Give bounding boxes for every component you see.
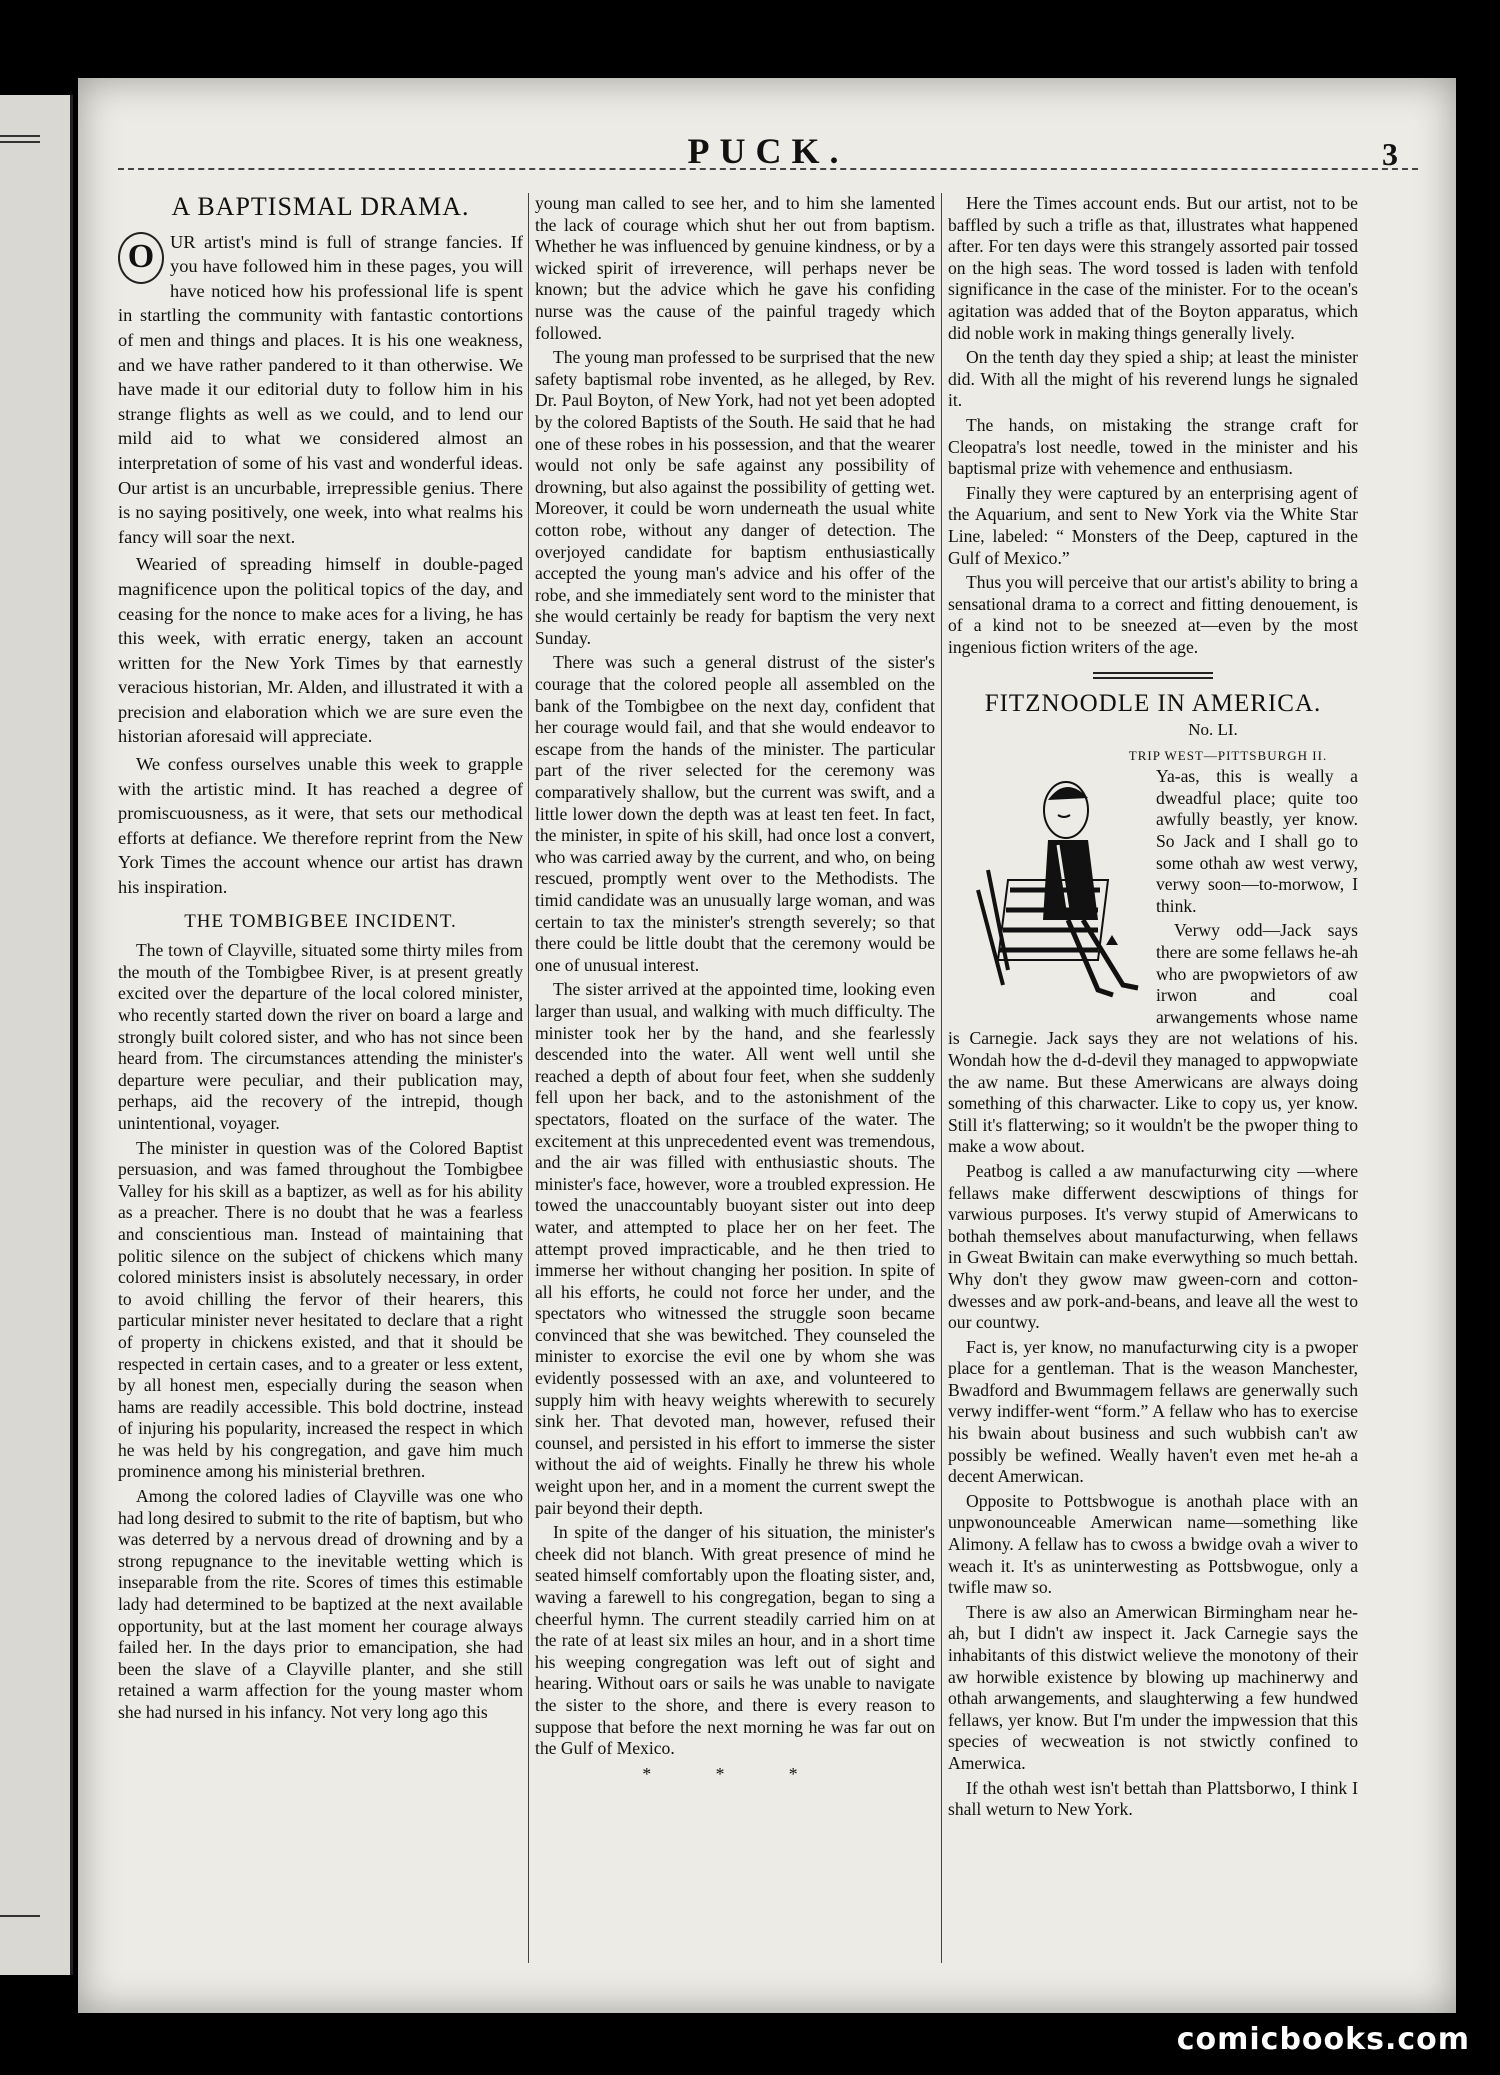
- article-paragraph: Fact is, yer know, no manufacturwing city is a pwoper place for a gentleman. That is the weason Manchester, Bwadford and Bwummagem fellaws are generwally such verwy indiffer-went “form.” A fellaw who has to exercise his bwain about business and such wubbish can't aw possibly be wefined. Weally haven't even met he-ah a decent Amerwican.: [948, 1336, 1358, 1487]
- article-paragraph: Thus you will perceive that our artist's ability to bring a sensational drama to a correct and fitting denouement, is of a kind not to be sneezed at—even by the most ingenious fiction writers of the age.: [948, 572, 1358, 657]
- article-paragraph: The young man professed to be surprised that the new safety baptismal robe invented, as he alleged, by Rev. Dr. Paul Boyton, of New York, had not yet been adopted by the colored Baptists of the South. He said that he had one of these robes in his possession, and that the wearer would not only be safe against any possibility of drowning, but also against the possibility of getting wet. Moreover, it could be worn underneath the usual white cotton robe, without any danger of detection. The overjoyed candidate for baptism enthusiastically accepted the young man's advice and his offer of the robe, and she immediately sent word to the minister that she would certainly be ready for baptism the very next Sunday.: [535, 347, 935, 648]
- article-paragraph: O UR artist's mind is full of strange fancies. If you have followed him in these pages, you will have noticed how his professional life is spent in startling the community with fantastic contortions of men and things and places. It is his one weakness, and we have rather pandered to it than otherwise. We have made it our editorial duty to follow him in his strange flights as well as we could, and to lend our mild aid to what we considered almost an interpretation of some of his vast and wonderful ideas. Our artist is an uncurbable, irrepressible genius. There is no saying positively, one week, into what realms his fancy will soar the next.: [118, 231, 523, 547]
- drop-cap: O: [118, 232, 164, 284]
- article-paragraph: On the tenth day they spied a ship; at least the minister did. With all the might of his reverend lungs he signaled it.: [948, 347, 1358, 411]
- page-number: 3: [1382, 136, 1398, 172]
- article-paragraph: Verwy odd—Jack says there are some fellaws he-ah who are pwopwietors of aw irwon and coal arwangements whose name is Carnegie. Jack says they are not welations of his. Wondah how the d-d-devil they managed to appwopwiate the aw name. But these Amerwicans are always doing something of this charwacter. Like to copy us, yer know. Still it's flatterwing; so it wouldn't be the pwoper thing to make a wow about.: [948, 920, 1358, 1157]
- section-divider: [1093, 672, 1213, 679]
- previous-page-edge: [0, 95, 73, 1975]
- column-1: [118, 193, 523, 1727]
- article-paragraph: If the othah west isn't bettah than Plattsborwo, I think I shall weturn to New York.: [948, 1777, 1358, 1820]
- newspaper-page: [78, 78, 1456, 2013]
- article-paragraph: The sister arrived at the appointed time, looking even larger than usual, and walking with much difficulty. The minister took her by the hand, and she fearlessly descended into the water. All went well until she reached a depth of about four feet, when she suddenly fell upon her back, and to the astonishment of the spectators, floated on the surface of the water. The excitement at this unprecedented event was tremendous, and the air was filled with enthusiastic shouts. The minister's face, however, wore a troubled expression. He towed the unaccountably buoyant sister out into deep water, and attempted to place her on her feet. The attempt proved impracticable, and he then tried to immerse her without changing her position. In spite of all his efforts, he could not force her under, and the spectators who witnessed the struggle soon became convinced that she was bewitched. They counseled the minister to exorcise the evil one by whom she was evidently possessed with an axe, and volunteered to supply him with heavy weights wherewith to securely sink her. That devoted man, however, refused their counsel, and persisted in his effort to immerse the sister without the aid of weights. Finally he threw his whole weight upon her, and in a moment the current swept the pair beyond their depth.: [535, 979, 935, 1518]
- article-heading: A BAPTISMAL DRAMA.: [171, 192, 470, 221]
- article-paragraph: Opposite to Pottsbwogue is anothah place with an unpwonounceable Amerwican name—something like Alimony. A fellaw has to cwoss a bwidge ovah a wiver to weach it. It's as uninterwesting as Pottsbwogue, only a twifle maw so.: [948, 1490, 1358, 1598]
- fitznoodle-illustration: [948, 770, 1148, 1005]
- article-paragraph: The hands, on mistaking the strange craft for Cleopatra's lost needle, towed in the minister and his baptismal prize with vehemence and enthusiasm.: [948, 414, 1358, 479]
- masthead: [118, 130, 1418, 180]
- article-paragraph: Wearied of spreading himself in double-paged magnificence upon the political topics of the day, and ceasing for the nonce to make aces for a living, he has this week, with erratic energy, taken an account written for the New York Times by that earnestly veracious historian, Mr. Alden, and illustrated it with a precision and elaboration which we are sure even the historian aforesaid will appreciate.: [118, 554, 523, 747]
- column-divider: [528, 193, 529, 1963]
- column-3: [948, 193, 1358, 1824]
- column-divider: [941, 193, 942, 1963]
- article-paragraph: There is aw also an Amerwican Birmingham near he-ah, but I didn't aw inspect it. Jack Carnegie says the inhabitants of this distwict welieve the monotony of their aw horwible existence by blowing up machinerwy and othah arwangements, and slaughterwing a few hundwed fellaws, yer know. But I'm under the impwession that this species of wecweation is not stwictly confined to Amerwica.: [948, 1601, 1358, 1773]
- article-paragraph: Among the colored ladies of Clayville was one who had long desired to submit to the rite of baptism, but who was deterred by a nervous dread of drowning and by a strong repugnance to the inevitable wetting which is inseparable from the rite. Scores of times this estimable lady had determined to be baptized at the next available opportunity, but at the last moment her courage always failed her. In the days prior to emancipation, she had been the slave of a Clayville planter, and she still retained a warm affection for the young master whom she had nursed in his infancy. Not very long ago this: [118, 1486, 523, 1722]
- masthead-title: PUCK.: [687, 131, 849, 171]
- article-paragraph: Here the Times account ends. But our artist, not to be baffled by such a trifle as that, illustrates what happened after. For ten days were this strangely assorted pair tossed on the high seas. The word tossed is laden with tenfold significance in the case of the minister. For to the ocean's agitation was added that of the Boyton apparatus, which did noble work in making things generally lively.: [948, 193, 1358, 343]
- section-stars: * * *: [642, 1763, 828, 1784]
- fitznoodle-subtitle: TRIP WEST—PITTSBURGH II.: [1128, 747, 1328, 763]
- article-paragraph: We confess ourselves unable this week to grapple with the artistic mind. It has reached a degree of promiscuousness, as it were, that sets our methodical efforts at defiance. We therefore reprint from the New York Times the account whence our artist has drawn his inspiration.: [118, 754, 523, 898]
- subheading: THE TOMBIGBEE INCIDENT.: [184, 910, 457, 932]
- column-2: [535, 193, 935, 1785]
- fitznoodle-heading: FITZNOODLE IN AMERICA.: [984, 690, 1322, 718]
- fitznoodle-opening: Ya-as, this is weally a dweadful place; quite too awfully beastly, yer know. So Jack and I shall go to some othah aw west verwy, verwy soon—to-morwow, I think.: [1156, 766, 1358, 916]
- fitznoodle-number: No. LI.: [1188, 720, 1238, 740]
- article-paragraph: young man called to see her, and to him she lamented the lack of courage which shut her out from baptism. Whether he was influenced by genuine kindness, or by a wicked spirit of irreverence, will perhaps never be known; but the advice which he gave his confiding nurse was the cause of the painful tragedy which followed.: [535, 193, 935, 343]
- article-paragraph: Peatbog is called a aw manufacturwing city —where fellaws make differwent descwiptions of things for varwious purposes. It's verwy stupid of Amerwicans to bothah themselves about manufacturwing, when fellaws in Gweat Bwitain can make everwything so much bettah. Why don't they gwow maw gween-corn and cotton-dwesses and aw pork-and-beans, and leave all the west to our countwy.: [948, 1160, 1358, 1333]
- watermark: comicbooks.com: [1176, 2022, 1470, 2057]
- article-paragraph: In spite of the danger of his situation, the minister's cheek did not blanch. With great presence of mind he seated himself comfortably upon the floating sister, and, waving a farewell to his congregation, began to sing a cheerful hymn. The current steadily carried him on at the rate of at least six miles an hour, and in a short time his weeping congregation was left out of sight and hearing. Without oars or sails he was unable to navigate the sister to the shore, and there is every reason to suppose that before the next morning he was far out on the Gulf of Mexico.: [535, 1522, 935, 1759]
- article-paragraph: The minister in question was of the Colored Baptist persuasion, and was famed throughout the Tombigbee Valley for his skill as a baptizer, as well as for his ability as a preacher. There is no doubt that he was a fearless and conscientious man. Instead of maintaining that politic silence on the subject of chickens which many colored ministers insist is absolutely necessary, in order to avoid chilling the fervor of their hearers, this particular minister never hesitated to declare that a right of property in chickens existed, and that it should be respected in certain cases, and to a greater or less extent, by all honest men, especially during the season when hams are readily accessible. This bold doctrine, instead of injuring his popularity, increased the respect in which he was held by his congregation, and gave him much prominence among his ministerial brethren.: [118, 1137, 523, 1482]
- article-paragraph: The town of Clayville, situated some thirty miles from the mouth of the Tombigbee River, is at present greatly excited over the departure of the local colored minister, who recently started down the river on board a large and strongly built colored sister, and who has not since been heard from. The circumstances attending the minister's departure were peculiar, and their publication may, perhaps, aid the recovery of the intrepid, though unintentional, voyager.: [118, 940, 523, 1133]
- article-paragraph: Finally they were captured by an enterprising agent of the Aquarium, and sent to New York via the White Star Line, labeled: “ Monsters of the Deep, captured in the Gulf of Mexico.”: [948, 482, 1358, 568]
- article-paragraph: There was such a general distrust of the sister's courage that the colored people all assembled on the bank of the Tombigbee on the next day, confident that her courage would fail, and that she would endeavor to escape from the hands of the minister. The particular part of the river selected for the ceremony was comparatively shallow, but the current was swift, and a little lower down the depth was at least ten feet. In fact, the minister, in spite of his skill, had once lost a convert, who was carried away by the current, and who, on being rescued, promptly went over to the Methodists. The timid candidate was an unusually large woman, and was certain to tax the minister's strength severely; so that there could be little doubt that the ceremony would be one of unusual interest.: [535, 652, 935, 975]
